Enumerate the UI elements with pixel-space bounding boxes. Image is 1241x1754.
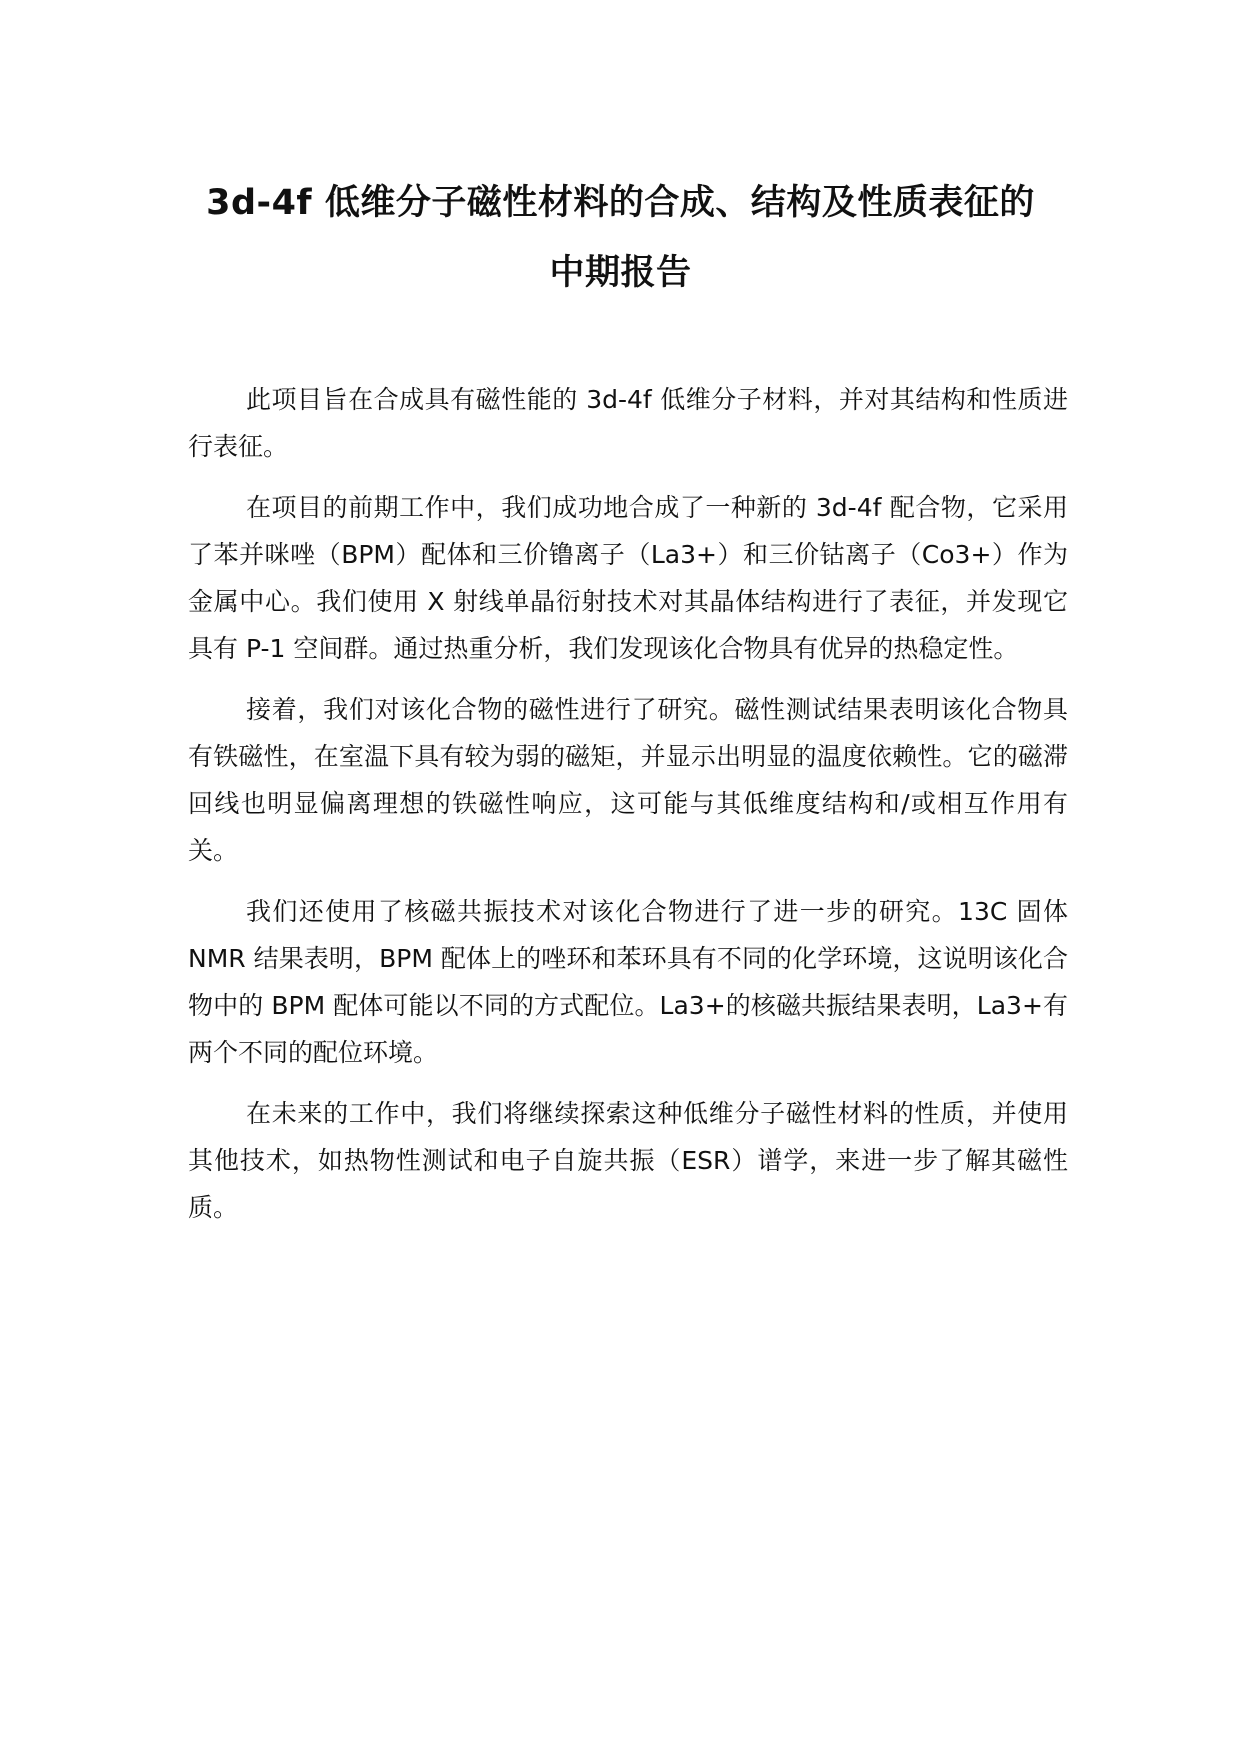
document-body bbox=[188, 376, 1068, 1245]
paragraph-future-work: 在未来的工作中，我们将继续探索这种低维分子磁性材料的性质，并使用其他技术，如热物性测试和电子自旋共振（ESR）谱学，来进一步了解其磁性质。 bbox=[188, 1099, 1068, 1222]
title-line-2: 中期报告 bbox=[549, 253, 692, 293]
document-title bbox=[150, 168, 1091, 308]
paragraph-magnetism: 接着，我们对该化合物的磁性进行了研究。磁性测试结果表明该化合物具有铁磁性，在室温下具有较为弱的磁矩，并显示出明显的温度依赖性。它的磁滞回线也明显偏离理想的铁磁性响应，这可能与其低维度结构和/或相互作用有关。 bbox=[188, 695, 1068, 865]
paragraph-synthesis: 在项目的前期工作中，我们成功地合成了一种新的 3d-4f 配合物，它采用了苯并咪唑（BPM）配体和三价镥离子（La3+）和三价钴离子（Co3+）作为金属中心。我们使用 X 射线单晶衍射技术对其晶体结构进行了表征，并发现它具有 P-1 空间群。通过热重分析，我们发现该化合物具有优异的热稳定性。 bbox=[188, 493, 1068, 663]
paragraph-nmr: 我们还使用了核磁共振技术对该化合物进行了进一步的研究。13C 固体 NMR 结果表明，BPM 配体上的唑环和苯环具有不同的化学环境，这说明该化合物中的 BPM 配体可能以不同的方式配位。La3+的核磁共振结果表明，La3+有两个不同的配位环境。 bbox=[188, 897, 1068, 1067]
title-line-1: 3d-4f 低维分子磁性材料的合成、结构及性质表征的 bbox=[206, 183, 1035, 223]
paragraph-intro: 此项目旨在合成具有磁性能的 3d-4f 低维分子材料，并对其结构和性质进行表征。 bbox=[188, 385, 1068, 461]
